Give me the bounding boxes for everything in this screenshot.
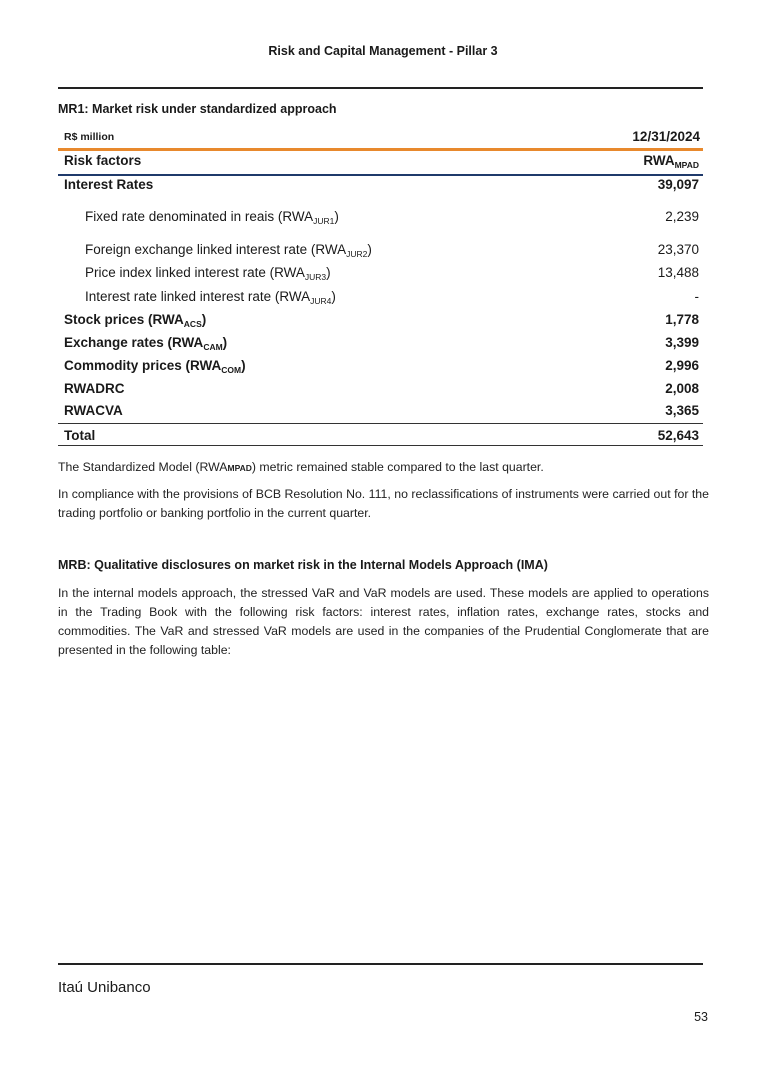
row-label: Foreign exchange linked interest rate $(RWA_{JUR2})$ <box>85 242 372 259</box>
col-header-rwa: $RWA_{MPAD}$ <box>643 153 699 170</box>
mrb-title: MRB: Qualitative disclosures on market risk in the Internal Models Approach (IMA) <box>58 558 548 572</box>
total-top-rule <box>58 423 703 424</box>
footer-company: Itaú Unibanco <box>58 979 151 996</box>
table-header-rule <box>58 174 703 176</box>
row-value: 1,778 <box>665 312 699 327</box>
row-value: 3,365 <box>665 403 699 418</box>
date-label: 12/31/2024 <box>632 129 700 144</box>
row-value: 2,996 <box>665 358 699 373</box>
footer-divider <box>58 963 703 965</box>
row-value: - <box>694 289 699 304</box>
row-label: Exchange rates $(RWA_{CAM})$ <box>64 335 228 352</box>
row-label: Interest Rates <box>64 177 154 192</box>
row-label: RWADRC <box>64 381 125 396</box>
total-value: 52,643 <box>657 428 699 443</box>
mr1-title: MR1: Market risk under standardized approach <box>58 102 337 116</box>
row-label: Price index linked interest rate $(RWA_{JUR3})$ <box>85 265 331 282</box>
row-label: Interest rate linked interest rate $(RWA_{JUR4})$ <box>85 289 336 306</box>
row-value: 23,370 <box>657 242 699 257</box>
row-label: Fixed rate denominated in reais $(RWA_{JUR1})$ <box>85 209 339 226</box>
row-value: 13,488 <box>657 265 699 280</box>
row-value: 2,239 <box>665 209 699 224</box>
header-divider <box>58 87 703 89</box>
mrb-paragraph: In the internal models approach, the stressed VaR and VaR models are used. These models are applied to operations in the Trading Book with the following risk factors: interest rates, inflation rates, exchange rates, stocks and commodities. The VaR and stressed VaR models are used in the companies of the Prudential Conglomerate that are presented in the following table: <box>58 586 709 657</box>
row-label: Stock prices $(RWA_{ACS})$ <box>64 312 207 329</box>
note-paragraph-1: The Standardized Model (RWAMPAD) metric remained stable compared to the last quarter. <box>58 460 544 474</box>
row-label: RWACVA <box>64 403 123 418</box>
page-header-title: Risk and Capital Management - Pillar 3 <box>268 44 498 58</box>
row-value: 39,097 <box>657 177 699 192</box>
note-paragraph-2: In compliance with the provisions of BCB Resolution No. 111, no reclassifications of instruments were carried out for the trading portfolio or banking portfolio in the current quarter. <box>58 487 709 520</box>
row-value: 2,008 <box>665 381 699 396</box>
page-number: 53 <box>694 1010 708 1024</box>
total-bottom-rule <box>58 445 703 446</box>
table-top-rule <box>58 148 703 151</box>
col-header-risk-factors: Risk factors <box>64 153 142 168</box>
row-label: Commodity prices $(RWA_{COM})$ <box>64 358 246 375</box>
total-label: Total <box>64 428 96 443</box>
unit-label: R$ million <box>64 131 115 143</box>
row-value: 3,399 <box>665 335 699 350</box>
